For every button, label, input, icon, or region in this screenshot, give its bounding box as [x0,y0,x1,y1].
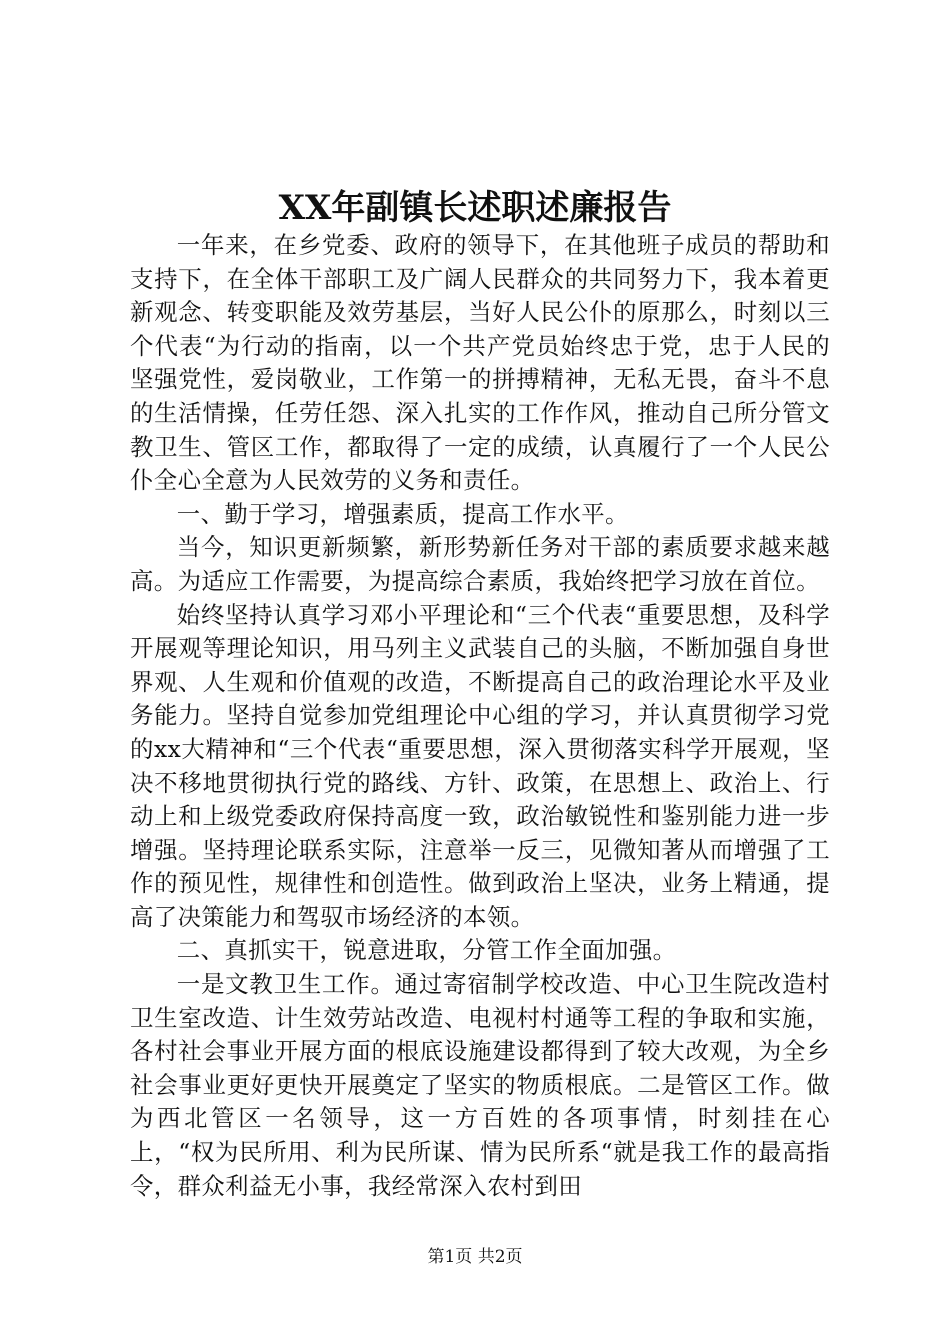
paragraph-intro: 一年来，在乡党委、政府的领导下，在其他班子成员的帮助和支持下，在全体干部职工及广阔人民群众的共同努力下，我本着更新观念、转变职能及效劳基层，当好人民公仆的原那么，时刻以三个代表“为行动的指南，以一个共产党员始终忠于党，忠于人民的坚强党性，爱岗敬业，工作第一的拼搏精神，无私无畏，奋斗不息的生活情操，任劳任怨、深入扎实的工作作风，推动自己所分管文教卫生、管区工作，都取得了一定的成绩，认真履行了一个人民公仆全心全意为人民效劳的义务和责任。 [130,231,830,495]
paragraph-work-areas: 一是文教卫生工作。通过寄宿制学校改造、中心卫生院改造村卫生室改造、计生效劳站改造、电视村村通等工程的争取和实施，各村社会事业开展方面的根底设施建设都得到了较大改观，为全乡社会事业更好更快开展奠定了坚实的物质根底。二是管区工作。做为西北管区一名领导，这一方百姓的各项事情，时刻挂在心上，“权为民所用、利为民所谋、情为民所系“就是我工作的最高指令，群众利益无小事，我经常深入农村到田 [130,970,830,1200]
document-title: XX年副镇长述职述廉报告 [278,188,672,228]
document-body [130,229,830,1203]
section-heading-1: 一、勤于学习，增强素质，提高工作水平。 [176,499,629,528]
paragraph-theory-study: 始终坚持认真学习邓小平理论和“三个代表“重要思想，及科学开展观等理论知识，用马列主义武装自己的头脑，不断加强自身世界观、人生观和价值观的改造，不断提高自己的政治理论水平及业务能力。坚持自觉参加党组理论中心组的学习，并认真贯彻学习党的xx大精神和“三个代表“重要思想，深入贯彻落实科学开展观，坚决不移地贯彻执行党的路线、方针、政策，在思想上、政治上、行动上和上级党委政府保持高度一致，政治敏锐性和鉴别能力进一步增强。坚持理论联系实际，注意举一反三，见微知著从而增强了工作的预见性，规律性和创造性。做到政治上坚决，业务上精通，提高了决策能力和驾驭市场经济的本领。 [130,600,830,931]
section-heading-2: 二、真抓实干，锐意进取，分管工作全面加强。 [176,936,677,965]
paragraph-learning-context: 当今，知识更新频繁，新形势新任务对干部的素质要求越来越高。为适应工作需要，为提高综合素质，我始终把学习放在首位。 [130,533,830,595]
page-number-footer: 第1页 共2页 [427,1247,523,1267]
